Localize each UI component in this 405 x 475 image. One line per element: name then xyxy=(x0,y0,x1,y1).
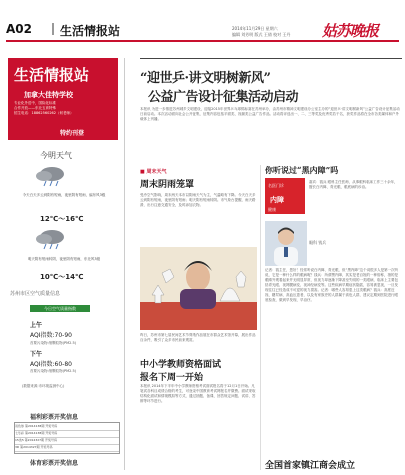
air-quality-heading: 苏州市区空气质量信息 xyxy=(10,291,61,297)
air-am-label: 上午 xyxy=(30,322,43,329)
life-box-line: 合作开放——东北五育特殊 xyxy=(14,106,56,110)
life-box-line: 招生电话：18862560262（何老师） xyxy=(14,111,74,115)
weekend-weather-title: 周末阴雨笼罩 xyxy=(140,180,195,190)
teacher-article-title-line1: 中小学教师资格面试 xyxy=(140,360,222,370)
lottery-row: 3D 第2014327期 开奖号码 xyxy=(15,444,119,452)
weekend-weather-tag: ■ 周末天气 xyxy=(140,169,167,175)
section-name: 生活情报站 xyxy=(60,24,121,38)
air-quality-bar: 今日空气质量指数 xyxy=(30,305,90,312)
air-am-aqi: AQI指数:70-90 xyxy=(30,332,72,339)
doctor-name: 眼科 钱兵 xyxy=(309,240,327,245)
tomorrow-temperature: 10℃～14℃ xyxy=(40,273,84,281)
life-box-lines xyxy=(14,101,114,116)
eye-article-title: 你听说过“黑内障”吗 xyxy=(265,165,339,175)
air-pm-pollutant: 首要污染物:细颗粒物(PM2.5) xyxy=(30,369,77,373)
life-box-subtitle: 加拿大佳特学校 xyxy=(24,91,73,99)
masthead-logo: 姑苏晚报 xyxy=(322,22,379,40)
clinic-badge-main: 内障 xyxy=(270,196,284,204)
date-line: 2014年11月29日 星期六 xyxy=(232,26,278,31)
header-rule xyxy=(6,40,399,42)
today-temperature: 12℃～16℃ xyxy=(40,215,84,223)
sports-lottery-title: 体育彩票开奖信息 xyxy=(30,460,79,467)
lottery-row: 七乐彩 第2014138期 开奖号码 xyxy=(15,430,119,438)
doctor-photo xyxy=(265,221,307,266)
air-data-source: (数据来源:市环境监测中心) xyxy=(22,384,65,388)
eye-article-intro: 嘉宾：钱兵 眼科主任医师，从事眼科临床工作三十余年，擅长白内障、青光眼、眼底病的诊治。 xyxy=(309,180,398,189)
staff-line: 编辑 刘芳明 版式 王倩 校对 王丹 xyxy=(232,32,291,37)
lottery-table xyxy=(14,422,120,454)
lottery-row: 双色球 第2014138期 开奖号码 xyxy=(15,423,119,431)
clinic-badge-top: 名医门诊 xyxy=(268,183,284,188)
lottery-title: 福利彩票开奖信息 xyxy=(30,414,79,421)
air-am-pollutant: 首要污染物:细颗粒物(PM2.5) xyxy=(30,341,77,345)
weather-title: 今明天气 xyxy=(40,151,72,160)
chamber-article-title: 全国首家镇江商会成立 xyxy=(265,461,356,471)
tomorrow-weather-desc: 明天阴有短雨转阴，夜里阴有短雨，东北风3级 xyxy=(27,257,101,261)
main-article-body: 本报讯 为进一步推进苏州城乡文明建设，迎接2015年世界乒乓球锦标赛在苏州举办，由苏州市精神文明建设办公室主办的“迎世乒·讲文明树新风”公益广告设计征集活动日前启动。本次活动面向社会公开征集，征集内容包括平面类、视频类公益广告作品。活动将评选出一、二、三等奖及优秀奖若干名，获奖作品将在全市各类媒体和户外载体上刊播。 xyxy=(140,107,400,121)
life-box-line: 专业化外语中，国际化标准 xyxy=(14,101,56,105)
air-pm-aqi: AQI指数:60-80 xyxy=(30,361,72,368)
column-separator xyxy=(260,165,261,470)
page-number: A02 xyxy=(6,22,32,36)
header-divider xyxy=(52,23,54,35)
life-box-title: 生活情报站 xyxy=(14,66,90,84)
main-headline-line2: 公益广告设计征集活动启动 xyxy=(148,90,299,105)
air-pm-label: 下午 xyxy=(30,351,43,358)
weekend-weather-body: 受冷空气影响，周末两天本市以阴雨天气为主，气温略有下降。今天白天多云到阴有短雨，夜里阴有短雨；明天阴有短雨转阴。市气象台提醒，雨天路滑，出行注意交通安全，及时添加衣物。 xyxy=(140,193,256,207)
today-weather-desc: 今天白天多云到阴有短雨，夜里阴有短雨，偏东风3级 xyxy=(22,193,106,197)
main-top-rule xyxy=(140,58,402,59)
paper-cut-photo xyxy=(140,247,257,330)
clinic-badge-bottom: 健康 xyxy=(268,207,276,212)
teacher-article-body: 本报讯 2014年下半年中小学教师资格考试面试报名将于12月1日开始。凡笔试各科目成绩合格的考生，可登录中国教育考试网报名并缴费。面试采取结构化面试和情境模拟等方式，通过抽题、备课、回答规定问题、试讲、答辩等环节进行。 xyxy=(140,384,256,403)
teacher-article-title-line2: 报名下周一开始 xyxy=(140,373,204,383)
main-headline-line1: “迎世乒·讲文明树新风” xyxy=(140,71,271,86)
life-box-sponsor: 特约刊登 xyxy=(60,130,85,137)
rain-cloud-icon xyxy=(32,165,72,187)
eye-article-body: 记者：钱主任，您好！经常听说白内障、青光眼，但“黑内障”这个词很多人是第一次听说，它是一种什么样的眼病呢？钱兵：所谓黑内障，其实是老百姓的一种俗称，指的是眼睛外观看起来并无明显异常，但视力却逐渐下降甚至失明的一类眼病，临床上主要包括青光眼、视网膜病变、视神经病变等。这些疾病早期症状隐匿，容易被忽视，一旦发现往往已经造成不可逆的视力损害。记者：哪些人容易患上这类眼病？钱兵：高度近视、糖尿病、高血压患者，以及有家族史的人群属于高危人群，建议定期到医院进行眼底检查，做到早发现、早治疗。 xyxy=(265,268,399,302)
lottery-row: 15选5 第2014327期 开奖号码 xyxy=(15,437,119,445)
rain-cloud-icon xyxy=(32,228,72,250)
photo-caption: 昨日，苏州市第七届民间艺术节剪纸作品展在市群众艺术馆开幕，展出作品百余件，吸引了众多市民前来观赏。 xyxy=(140,333,256,342)
left-column-separator xyxy=(124,58,125,470)
